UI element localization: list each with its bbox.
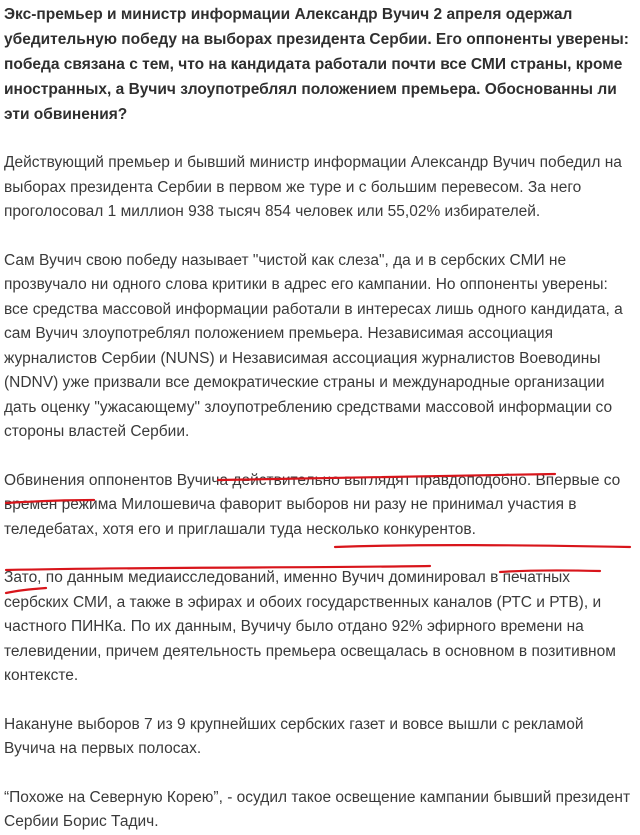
paragraph-tadic-quote: “Похоже на Северную Корею”, - осудил такое освещение кампании бывший президент Сербии Борис Тадич. [4,788,631,830]
highlight-media-dominance: Вучич доминировал в печатных сербских СМИ, а также в эфирах и обоих государственных каналов (РТС и РТВ) [4,569,584,611]
highlight-no-debates: фаворит выборов ни разу не принимал участия в теледебатах [4,496,577,538]
paragraph-media-text-end: . По их данным, Вучичу было отдано 92% эфирного времени на телевидении, причем деятельность премьера освещалась в основном в позитивном контексте. [4,618,616,684]
article-body [4,0,636,835]
paragraph-election-result: Действующий премьер и бывший министр информации Александр Вучич победил на выборах президента Сербии в первом же туре и с большим перевесом. За него проголосовал 1 миллион 938 тысяч 854 человек или 55,02% избирателей. [4,154,622,220]
paragraph-debates-text-start: Обвинения оппонентов Вучича действительно выглядят правдоподобно. Впервые со времен режима Милошевича [4,471,621,513]
paragraph-debates [4,469,636,543]
highlight-pink-channel: и частного ПИНКа [4,593,602,635]
paragraph-media-text-sep: , [583,593,593,611]
paragraph-debates-text-end: , хотя его и приглашали туда несколько конкурентов. [93,520,476,538]
paragraph-opponents-claims: Сам Вучич свою победу называет "чистой как слеза", да и в сербских СМИ не прозвучало ни одного слова критики в адрес его кампании. Но оппоненты уверены: все средства массовой информации работали в интересах лишь одного кандидата, а сам Вучич злоупотреблял положением премьера. Независимая ассоциация журналистов Сербии (NUNS) и Независимая ассоциация журналистов Воеводины (NDNV) уже призвали все демократические страны и международные организации дать оценку "ужасающему" злоупотреблению средствами массовой информации со стороны властей Сербии. [4,251,623,440]
paragraph-newspapers: Накануне выборов 7 из 9 крупнейших сербских газет и вовсе вышли с рекламой Вучича на первых полосах. [4,715,584,757]
paragraph-media-text-start: Зато, по данным медиаисследований, именно [4,569,342,586]
article-lead: Экс-премьер и министр информации Александр Вучич 2 апреля одержал убедительную победу на выборах президента Сербии. Его оппоненты уверены: победа связана с тем, что на кандидата работали почти все СМИ страны, кроме иностранных, а Вучич злоупотреблял положением премьера. Обоснованны ли эти обвинения? [4,6,629,123]
paragraph-media-research [4,566,636,689]
